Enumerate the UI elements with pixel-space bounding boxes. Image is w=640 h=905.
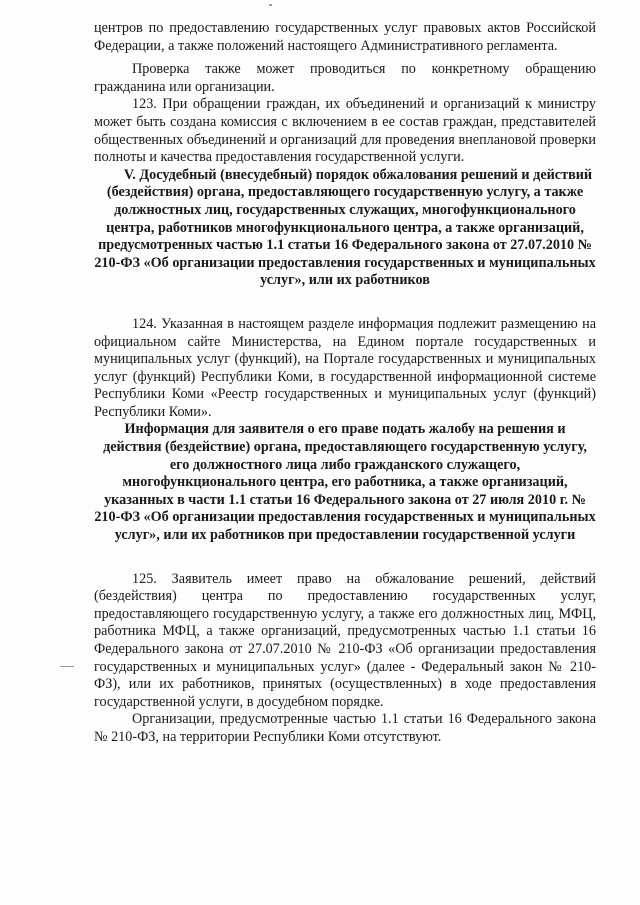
paragraph-inspection: Проверка также может проводиться по конкретному обращению гражданина или организации. bbox=[94, 61, 596, 95]
document-body bbox=[94, 20, 596, 747]
section-v-heading: V. Досудебный (внесудебный) порядок обжалования решений и действий (бездействия) органа, предоставляющего государственную услугу, а также должностных лиц, государственных служащих, многофункционального центра, работников многофункционального центра, а также организаций, предусмотренных частью 1.1 статьи 16 Федерального закона от 27.07.2010 № 210-ФЗ «Об организации предоставления государственных и муниципальных услуг», или их работников bbox=[94, 166, 596, 289]
paragraph-124: 124. Указанная в настоящем разделе информация подлежит размещению на официальном сайте Министерства, на Едином портале государственных и муниципальных услуг (функций), на Портале государственных и муниципальных услуг (функций) Республики Коми, в государственной информационной системе Республики Коми «Реестр государственных и муниципальных услуг (функций) Республики Коми». bbox=[94, 315, 596, 420]
paragraph-continuation: центров по предоставлению государственных услуг правовых актов Российской Федерации, а также положений настоящего Административного регламента. bbox=[94, 20, 596, 54]
paragraph-organizations: Организации, предусмотренные частью 1.1 статьи 16 Федерального закона № 210-ФЗ, на территории Республики Коми отсутствуют. bbox=[94, 711, 596, 745]
scan-speck bbox=[269, 4, 272, 6]
scan-margin-mark bbox=[60, 666, 74, 667]
info-heading: Информация для заявителя о его праве подать жалобу на решения и действия (бездействие) органа, предоставляющего государственную услугу, его должностного лица либо гражданского служащего, многофункционального центра, его работника, а также организаций, указанных в части 1.1 статьи 16 Федерального закона от 27 июля 2010 г. № 210-ФЗ «Об организации предоставления государственных и муниципальных услуг», или их работников при предоставлении государственной услуги bbox=[94, 421, 596, 544]
paragraph-123: 123. При обращении граждан, их объединений и организаций к министру может быть создана комиссия с включением в ее состав граждан, представителей общественных объединений и организаций для проведения внеплановой проверки полноты и качества предоставления государственной услуги. bbox=[94, 96, 596, 166]
paragraph-125: 125. Заявитель имеет право на обжалование решений, действий (бездействия) центра по предоставлению государственных услуг, предоставляющего государственную услугу, а также его должностных лиц, МФЦ, работника МФЦ, а также организаций, предусмотренных частью 1.1 статьи 16 Федерального закона от 27.07.2010 № 210-ФЗ «Об организации предоставления государственных и муниципальных услуг» (далее - Федеральный закон № 210-ФЗ), или их работников, принятых (осуществленных) в ходе предоставления государственной услуги, в досудебном порядке. bbox=[94, 570, 596, 710]
